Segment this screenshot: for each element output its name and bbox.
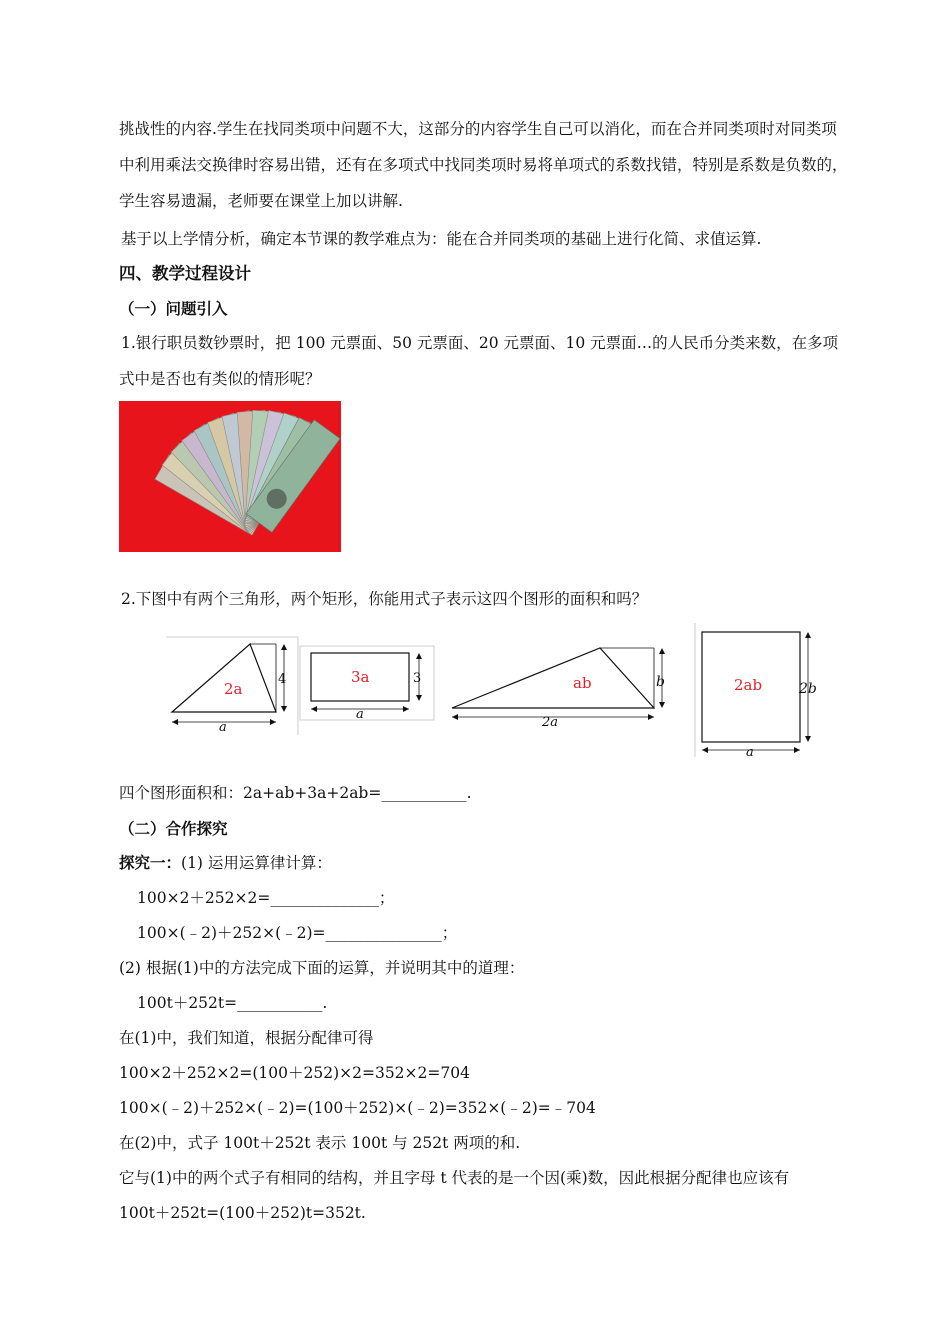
area-label: 2ab [734,676,763,694]
area-sum-line: 四个图形面积和：2a+ab+3a+2ab=___________. [119,784,472,802]
figure-triangle-2a [164,636,300,736]
subsection-heading: （一）问题引入 [119,300,228,318]
explore-text: (1) 运用运算律计算： [181,854,332,872]
explanation-line: 它与(1)中的两个式子有相同的结构，并且字母 t 代表的是一个因(乘)数，因此根据分配律也应该有 [119,1169,790,1187]
area-label: ab [573,674,592,692]
explanation-line: 在(1)中，我们知道，根据分配律可得 [119,1029,374,1047]
question-line: 1.银行职员数钞票时，把 100 元票面、50 元票面、20 元票面、10 元票面…的人民币分类来数，在多项 [121,334,839,352]
base-label: a [356,707,364,721]
explore-line [119,853,332,873]
paragraph-line: 挑战性的内容.学生在找同类项中问题不大，这部分的内容学生自己可以消化，而在合并同类项时对同类项 [119,120,837,138]
area-label: 3a [351,668,370,686]
paragraph-line: 学生容易遗漏，老师要在课堂上加以讲解. [119,192,403,210]
subsection-heading: （二）合作探究 [119,820,228,838]
base-label: 2a [542,715,559,727]
paragraph-line: 基于以上学情分析，确定本节课的教学难点为：能在合并同类项的基础上进行化简、求值运算. [121,230,762,248]
area-label: 2a [224,680,243,698]
calc-line: 100t＋252t=___________. [137,994,328,1012]
base-label: a [219,720,227,735]
question-line: 2.下图中有两个三角形，两个矩形，你能用式子表示这四个图形的面积和吗？ [121,590,648,608]
question-line: 式中是否也有类似的情形呢？ [119,370,321,388]
height-label: 2b [799,681,817,697]
explanation-line: 在(2)中，式子 100t＋252t 表示 100t 与 252t 两项的和. [119,1134,521,1152]
section-heading: 四、教学过程设计 [119,264,251,283]
height-label: 3 [413,671,422,686]
equation-line: 100×(﹣2)＋252×(﹣2)=(100＋252)×(﹣2)=352×(﹣2)=﹣704 [119,1099,596,1117]
calc-line: 100×(﹣2)＋252×(﹣2)=_______________； [137,924,458,942]
figure-rectangle-3a [299,645,435,721]
height-label: b [656,674,665,690]
base-label: a [746,745,754,758]
height-label: 4 [278,672,287,687]
banknotes-photo [119,401,341,552]
equation-line: 100×2＋252×2=(100＋252)×2=352×2=704 [119,1064,470,1082]
calc-line: 100×2＋252×2=______________； [137,889,395,907]
paragraph-line: 中利用乘法交换律时容易出错，还有在多项式中找同类项时易将单项式的系数找错，特别是系数是负数的， [119,156,848,174]
explore-label: 探究一： [119,854,182,872]
equation-line: 100t＋252t=(100＋252)t=352t. [119,1204,366,1222]
figure-triangle-ab [449,645,673,727]
explore-line: (2) 根据(1)中的方法完成下面的运算，并说明其中的道理： [119,959,525,977]
figure-rectangle-2ab [694,622,824,758]
